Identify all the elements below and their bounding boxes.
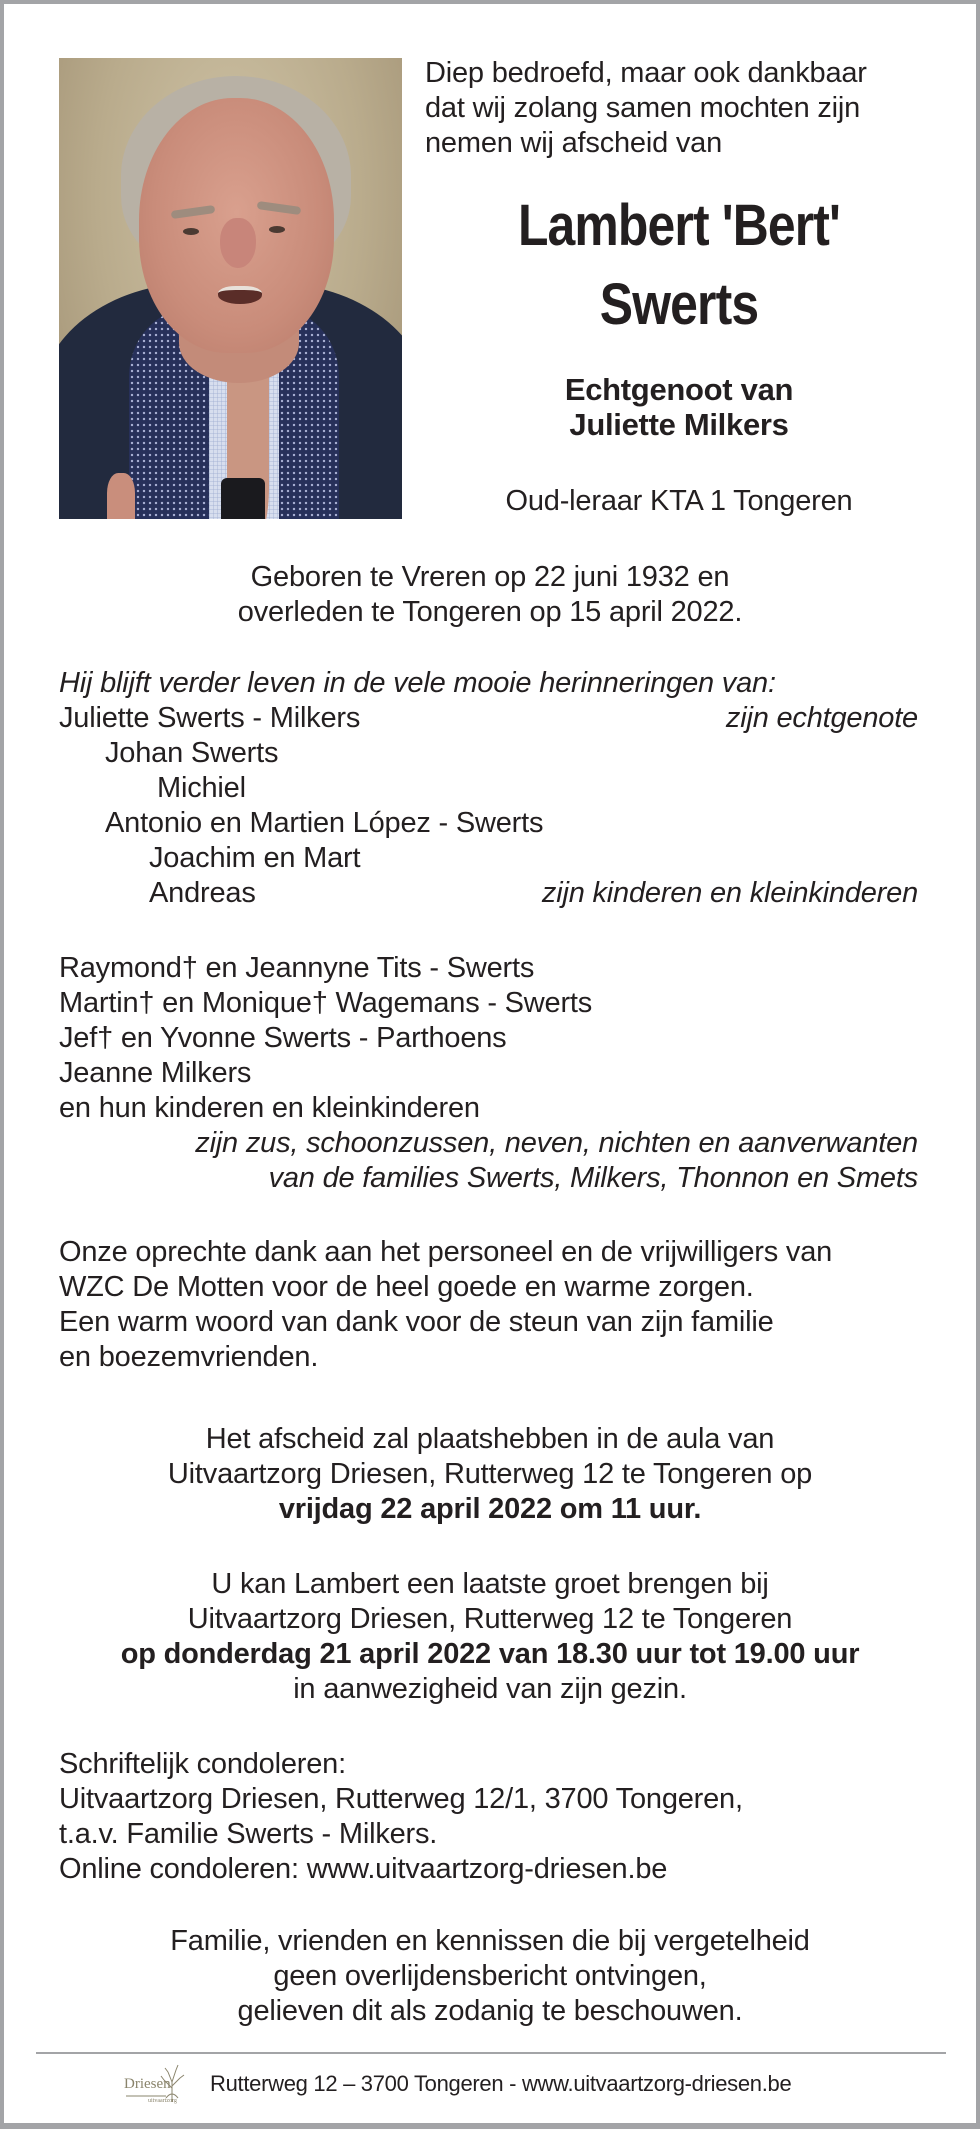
condolences-online-link[interactable]: Online condoleren: www.uitvaartzorg-driesen.be — [59, 1853, 668, 1885]
deceased-name-line2: Swerts — [599, 272, 759, 337]
family-child: Antonio en Martien López - Swerts — [105, 807, 544, 839]
thanks-line: WZC De Motten voor de heel goede en warme zorgen. — [59, 1271, 754, 1303]
family-siblings-relation-1: zijn zus, schoonzussen, neven, nichten en aanverwanten — [195, 1127, 918, 1159]
family-children-relation: zijn kinderen en kleinkinderen — [541, 877, 918, 909]
intro-line: nemen wij afscheid van — [425, 127, 723, 159]
family-sibling: Jeanne Milkers — [59, 1057, 252, 1089]
photo-brow-left — [171, 205, 216, 219]
condolences-attention: t.a.v. Familie Swerts - Milkers. — [59, 1818, 438, 1850]
family-siblings-relation-2: van de families Swerts, Milkers, Thonnon en Smets — [268, 1162, 918, 1194]
visitation-datetime: op donderdag 21 april 2022 van 18.30 uur tot 19.00 uur — [120, 1638, 860, 1670]
intro-line: Diep bedroefd, maar ook dankbaar — [425, 57, 867, 89]
photo-mouth — [218, 286, 262, 304]
intro-text — [425, 56, 867, 161]
obituary-card — [4, 4, 976, 2123]
notice-line: geen overlijdensbericht ontvingen, — [273, 1960, 707, 1992]
family-spouse-relation: zijn echtgenote — [725, 702, 918, 734]
birth-line: Geboren te Vreren op 22 juni 1932 en — [250, 561, 730, 593]
tree-icon — [120, 2062, 190, 2104]
thanks-line: en boezemvrienden. — [59, 1341, 319, 1373]
family-sibling: Martin† en Monique† Wagemans - Swerts — [59, 987, 593, 1019]
thanks-line: Onze oprechte dank aan het personeel en de vrijwilligers van — [59, 1236, 833, 1268]
svg-text:Driesen: Driesen — [124, 2076, 171, 2092]
photo-eye-right — [269, 226, 285, 233]
svg-text:uitvaartzorg: uitvaartzorg — [148, 2098, 177, 2104]
footer-address: Rutterweg 12 – 3700 Tongeren - www.uitvaartzorg-driesen.be — [210, 2071, 792, 2096]
notice-line: gelieven dit als zodanig te beschouwen. — [237, 1995, 743, 2027]
condolences-address: Uitvaartzorg Driesen, Rutterweg 12/1, 3700 Tongeren, — [59, 1783, 743, 1815]
visitation-line2: Uitvaartzorg Driesen, Rutterweg 12 te Tongeren — [187, 1603, 793, 1635]
condolences-heading: Schriftelijk condoleren: — [59, 1748, 346, 1780]
thanks-line: Een warm woord van dank voor de steun van zijn familie — [59, 1306, 774, 1338]
photo-hand — [107, 473, 135, 519]
family-sibling: en hun kinderen en kleinkinderen — [59, 1092, 480, 1124]
funeral-datetime: vrijdag 22 april 2022 om 11 uur. — [278, 1493, 702, 1525]
funeral-line2: Uitvaartzorg Driesen, Rutterweg 12 te Tongeren op — [167, 1458, 813, 1490]
photo-nose — [220, 218, 256, 268]
family-spouse-name: Juliette Swerts - Milkers — [59, 702, 361, 734]
family-sibling: Raymond† en Jeannyne Tits - Swerts — [59, 952, 535, 984]
thanks-text — [59, 1235, 832, 1375]
funeral-line1: Het afscheid zal plaatshebben in de aula van — [205, 1423, 775, 1455]
deceased-name-line1: Lambert 'Bert' — [517, 193, 841, 258]
spouse-line2: Juliette Milkers — [569, 407, 789, 442]
family-grandchild: Joachim en Mart — [149, 842, 361, 874]
occupation: Oud-leraar KTA 1 Tongeren — [505, 485, 853, 517]
family-child: Johan Swerts — [105, 737, 279, 769]
spouse-line1: Echtgenoot van — [564, 372, 794, 407]
notice-line: Familie, vrienden en kennissen die bij vergetelheid — [170, 1925, 810, 1957]
footer-divider — [36, 2052, 946, 2054]
visitation-line1: U kan Lambert een laatste groet brengen bij — [211, 1568, 769, 1600]
photo-sunglasses — [221, 478, 265, 519]
condolences-text — [59, 1747, 743, 1887]
portrait-photo — [59, 58, 402, 519]
death-line: overleden te Tongeren op 15 april 2022. — [237, 596, 743, 628]
intro-line: dat wij zolang samen mochten zijn — [425, 92, 861, 124]
photo-brow-right — [257, 201, 302, 215]
family-heading: Hij blijft verder leven in de vele mooie herinneringen van: — [59, 667, 776, 699]
visitation-line4: in aanwezigheid van zijn gezin. — [293, 1673, 687, 1705]
family-grandchild: Andreas — [149, 877, 256, 909]
family-grandchild: Michiel — [157, 772, 246, 804]
driesen-logo — [120, 2062, 190, 2104]
photo-eye-left — [183, 228, 199, 235]
family-sibling: Jef† en Yvonne Swerts - Parthoens — [59, 1022, 507, 1054]
